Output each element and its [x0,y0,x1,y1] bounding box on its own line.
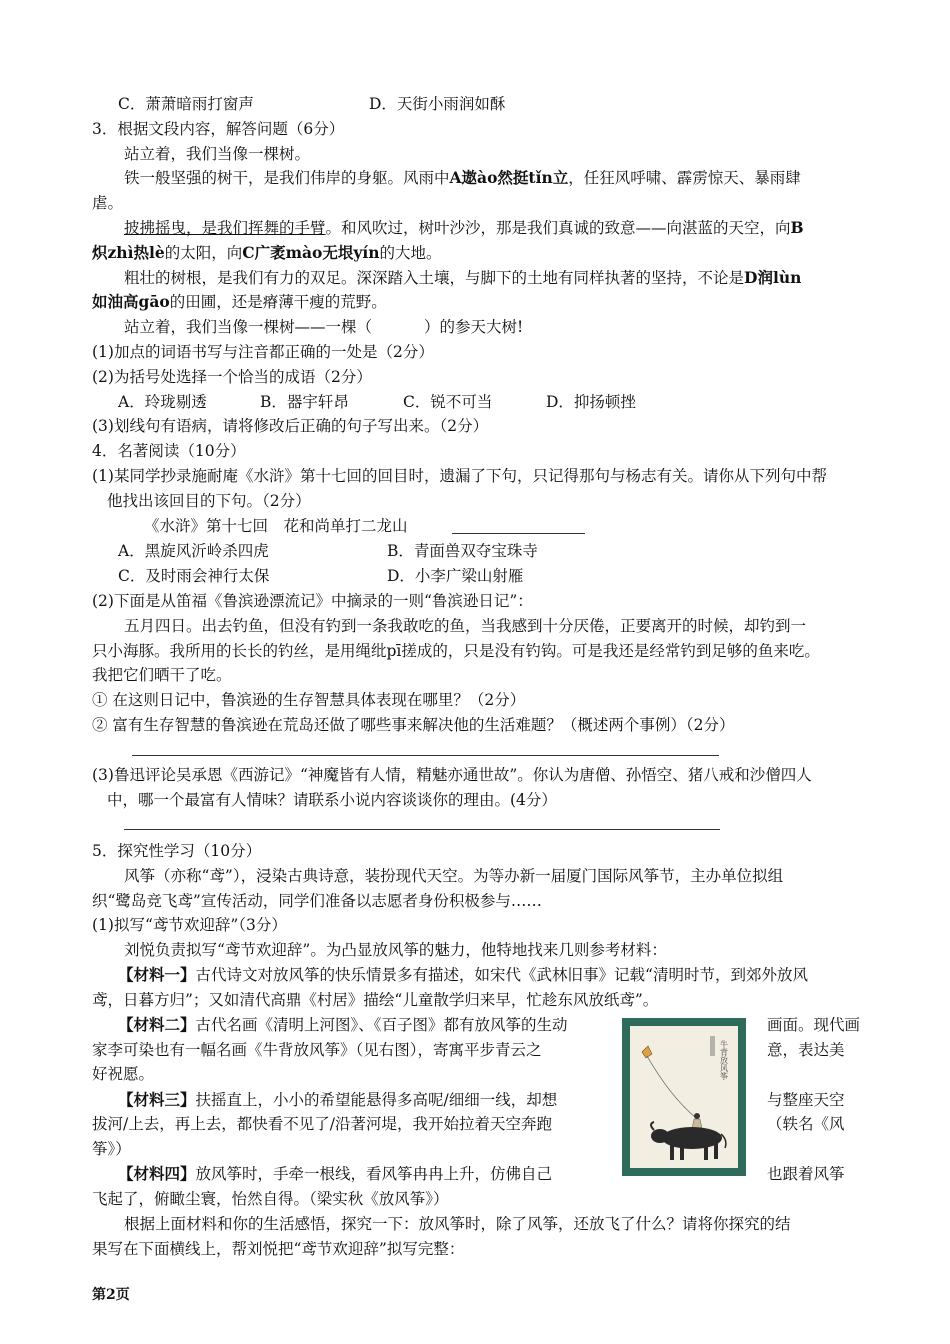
q4-option-c: C．及时雨会神行太保 [118,567,270,585]
q5-material-2-line-2-right: 意，表达美 [767,1041,845,1059]
q4-diary-line-3: 我把它们晒干了吃。 [92,666,232,684]
q3-para-5-text-b: ）的参天大树! [424,318,524,336]
q5-material-1-line-1 [118,965,808,985]
boy-head [694,1113,700,1119]
buffalo-leg-2 [680,1145,684,1160]
q3-para-3-line-1 [124,218,804,238]
q4-sub-1-line-2: 他找出该回目的下句。（2分） [107,492,311,510]
q5-material-4-line-1 [118,1164,552,1184]
q3-para-3-text-a: 。和风吹过，树叶沙沙，那是我们真诚的致意——向湛蓝的天空，向 [325,219,791,237]
q5-material-3-line-3: 筝》） [92,1140,131,1158]
q3-para-1: 站立着，我们当像一棵树。 [124,145,311,163]
q3-para-3-text-b: 的太阳，向 [164,244,243,262]
q3-sub-1: (1)加点的词语书写与注音都正确的一处是（2分） [92,343,434,361]
q3-sub-2: (2)为括号处选择一个恰当的成语（2分） [92,368,372,386]
q3-heading: 3．根据文段内容，解答问题（6分） [92,120,345,138]
buffalo-kite-illustration [630,1026,738,1168]
buffalo-horn [651,1122,654,1130]
q5-material-4-line-2: 飞起了，俯瞰尘寰，怡然自得。（梁实秋《放风筝》） [92,1190,449,1208]
q4-answer-line-2 [124,829,720,830]
q5-material-4-text-a: 放风筝时，手牵一根线，看风筝冉冉上升，仿佛自己 [195,1165,553,1183]
q3-dotted-word-c: C广袤mào无垠yín [242,243,380,262]
q3-dotted-word-b: 炽zhì热lè [92,243,165,262]
q3-para-4-line-1 [124,268,801,288]
q4-question-2: ② 富有生存智慧的鲁滨逊在荒岛还做了哪些事来解决他的生活难题？（概述两个事例）（2分） [92,716,735,734]
q3-dotted-word-a: A遨ào然挺tǐn立 [449,168,569,187]
q5-material-2-line-3: 好祝愿。 [92,1065,155,1083]
painting-frame [622,1018,746,1176]
q5-sub-1: (1)拟写“鸢节欢迎辞”（3分） [92,916,287,934]
painting-buffalo-kite [630,1026,738,1168]
q3-para-5-text-a: 站立着，我们当像一棵树——一棵（ [124,318,373,336]
q4-sub-3-line-1: (3)鲁迅评论吴承恩《西游记》“神魔皆有人情，精魅亦通世故”。你认为唐僧、孙悟空、猪八戒和沙僧四人 [92,766,812,784]
q5-material-2-line-2: 家李可染也有一幅名画《牛背放风筝》（见右图），寄寓平步青云之 [92,1041,542,1059]
q5-intro-line-1: 风筝（亦称“鸢”），浸染古典诗意，装扮现代天空。为等办新一届厦门国际风筝节，主办单位拟组 [124,867,784,885]
q5-material-2-line-1 [118,1015,568,1035]
q3-para-4-text-a: 粗壮的树根，是我们有力的双足。深深踏入土壤，与脚下的土地有同样执著的坚持，不论是 [124,269,745,287]
q5-heading: 5．探究性学习（10分） [92,842,262,860]
q3-para-2-text-a: 铁一般坚强的树干，是我们伟岸的身躯。风雨中 [124,169,450,187]
q3-dotted-word-d-a: D润lùn [744,268,802,287]
buffalo-leg-4 [714,1142,718,1159]
q3-option-d: D．抑扬顿挫 [546,393,636,411]
q3-para-3-line-2 [92,243,442,263]
q4-diary-line-2: 只小海豚。我所用的长长的钓丝，是用绳纰pī搓成的，只是没有钓钩。可是我还是经常钓到足够的鱼来吃。 [92,642,820,660]
q4-chapter-title: 《水浒》第十七回 花和尚单打二龙山 [144,517,408,535]
q5-material-3-line-1-right: 与整座天空 [767,1091,845,1109]
q4-sub-3-line-2: 中，哪一个最富有人情味？请联系小说内容谈谈你的理由。(4分） [107,791,557,809]
q5-material-2-text-a: 古代名画《清明上河图》、《百子图》都有放风筝的生动 [195,1016,568,1034]
page-number: 第2页 [92,1287,130,1303]
q5-material-3-line-1 [118,1090,557,1110]
q3-option-a: A．玲珑剔透 [118,393,207,411]
q4-question-1: ① 在这则日记中，鲁滨逊的生存智慧具体表现在哪里？（2分） [92,691,526,709]
q4-option-a: A．黑旋风沂岭杀四虎 [118,542,269,560]
q5-task-line-2: 果写在下面横线上，帮刘悦把“鸢节欢迎辞”拟写完整： [92,1240,465,1258]
q3-dotted-word-d-b: 如油高gāo [92,292,170,311]
q3-underlined-sentence: 披拂摇曳，是我们挥舞的手臂 [124,219,326,237]
buffalo-tail [721,1134,726,1148]
q5-material-4-line-1-right: 也跟着风筝 [767,1165,845,1183]
q2-option-d: D．天街小雨润如酥 [369,95,506,113]
q5-material-1-line-2: 鸢，日暮方归”；又如清代高鼎《村居》描绘“儿童散学归来早，忙趁东风放纸鸢”。 [92,991,659,1009]
buffalo-leg-3 [704,1144,708,1160]
q3-para-2-text-b: ，任狂风呼啸、霹雳惊天、暴雨肆 [568,169,801,187]
q5-material-4-label: 【材料四】 [118,1164,196,1183]
q5-material-1-label: 【材料一】 [118,965,196,984]
q5-intro-line-2: 织“鹭岛竞飞鸢”宣传活动，同学们准备以志愿者身份积极参与…… [92,892,542,910]
q5-material-2-line-1-right: 画面。现代画 [767,1016,861,1034]
q5-task-line-1: 根据上面材料和你的生活感悟，探究一下：放风筝时，除了风筝，还放飞了什么？请将你探究的结 [124,1215,791,1233]
q3-para-5 [124,317,523,337]
seal-mark [710,1036,715,1056]
buffalo-head [651,1129,669,1143]
q3-option-c: C．锐不可当 [403,393,493,411]
q3-para-2-line-1 [124,168,801,188]
q5-material-1-text: 古代诗文对放风筝的快乐情景多有描述，如宋代《武林旧事》记载“清明时节，到郊外放风 [195,966,808,984]
q4-option-b: B．青面兽双夺宝珠寺 [387,542,538,560]
q2-option-c: C．萧萧暗雨打窗声 [118,95,254,113]
q3-para-4-text-b: 的田圃，还是瘠薄干瘦的荒野。 [169,293,387,311]
q4-heading: 4．名著阅读（10分） [92,442,246,460]
q3-label-b: B [790,218,804,237]
q5-lead: 刘悦负责拟写“鸢节欢迎辞”。为凸显放风筝的魅力，他特地找来几则参考材料： [124,941,667,959]
q4-answer-blank [452,533,585,534]
q5-material-3-label: 【材料三】 [118,1090,196,1109]
q5-material-3-line-2-right: （轶名《风 [767,1115,845,1133]
q3-para-2-line-2: 虐。 [92,194,124,212]
q4-answer-line-1 [132,755,719,756]
q3-sub-3: (3)划线句有语病，请将修改后正确的句子写出来。（2分） [92,417,489,435]
q4-diary-line-1: 五月四日。出去钓鱼，但没有钓到一条我敢吃的鱼，当我感到十分厌倦，正要离开的时候，却钓到一 [124,617,807,635]
q5-material-3-line-2: 拔河/上去，再上去，都快看不见了/沿著河堤，我开始拉着天空奔跑 [92,1115,552,1133]
q4-sub-1-line-1: (1)某同学抄录施耐庵《水浒》第十七回的回目时，遗漏了下句，只记得那句与杨志有关。请你从下列句中帮 [92,467,827,485]
q3-para-3-text-c: 的大地。 [379,244,442,262]
q3-option-b: B．器宇轩昂 [260,393,349,411]
kite-string [647,1056,696,1118]
painting-inscription: 牛背放风筝 [719,1040,729,1080]
q5-material-2-label: 【材料二】 [118,1015,196,1034]
buffalo-leg-1 [670,1144,674,1160]
q4-option-d: D．小李广梁山射雁 [387,567,524,585]
q4-sub-2: (2)下面是从笛福《鲁滨逊漂流记》中摘录的一则“鲁滨逊日记”： [92,592,533,610]
q5-material-3-text-a: 扶摇直上，小小的希望能悬得多高呢/细细一线，却想 [195,1091,558,1109]
q3-para-4-line-2 [92,292,387,312]
